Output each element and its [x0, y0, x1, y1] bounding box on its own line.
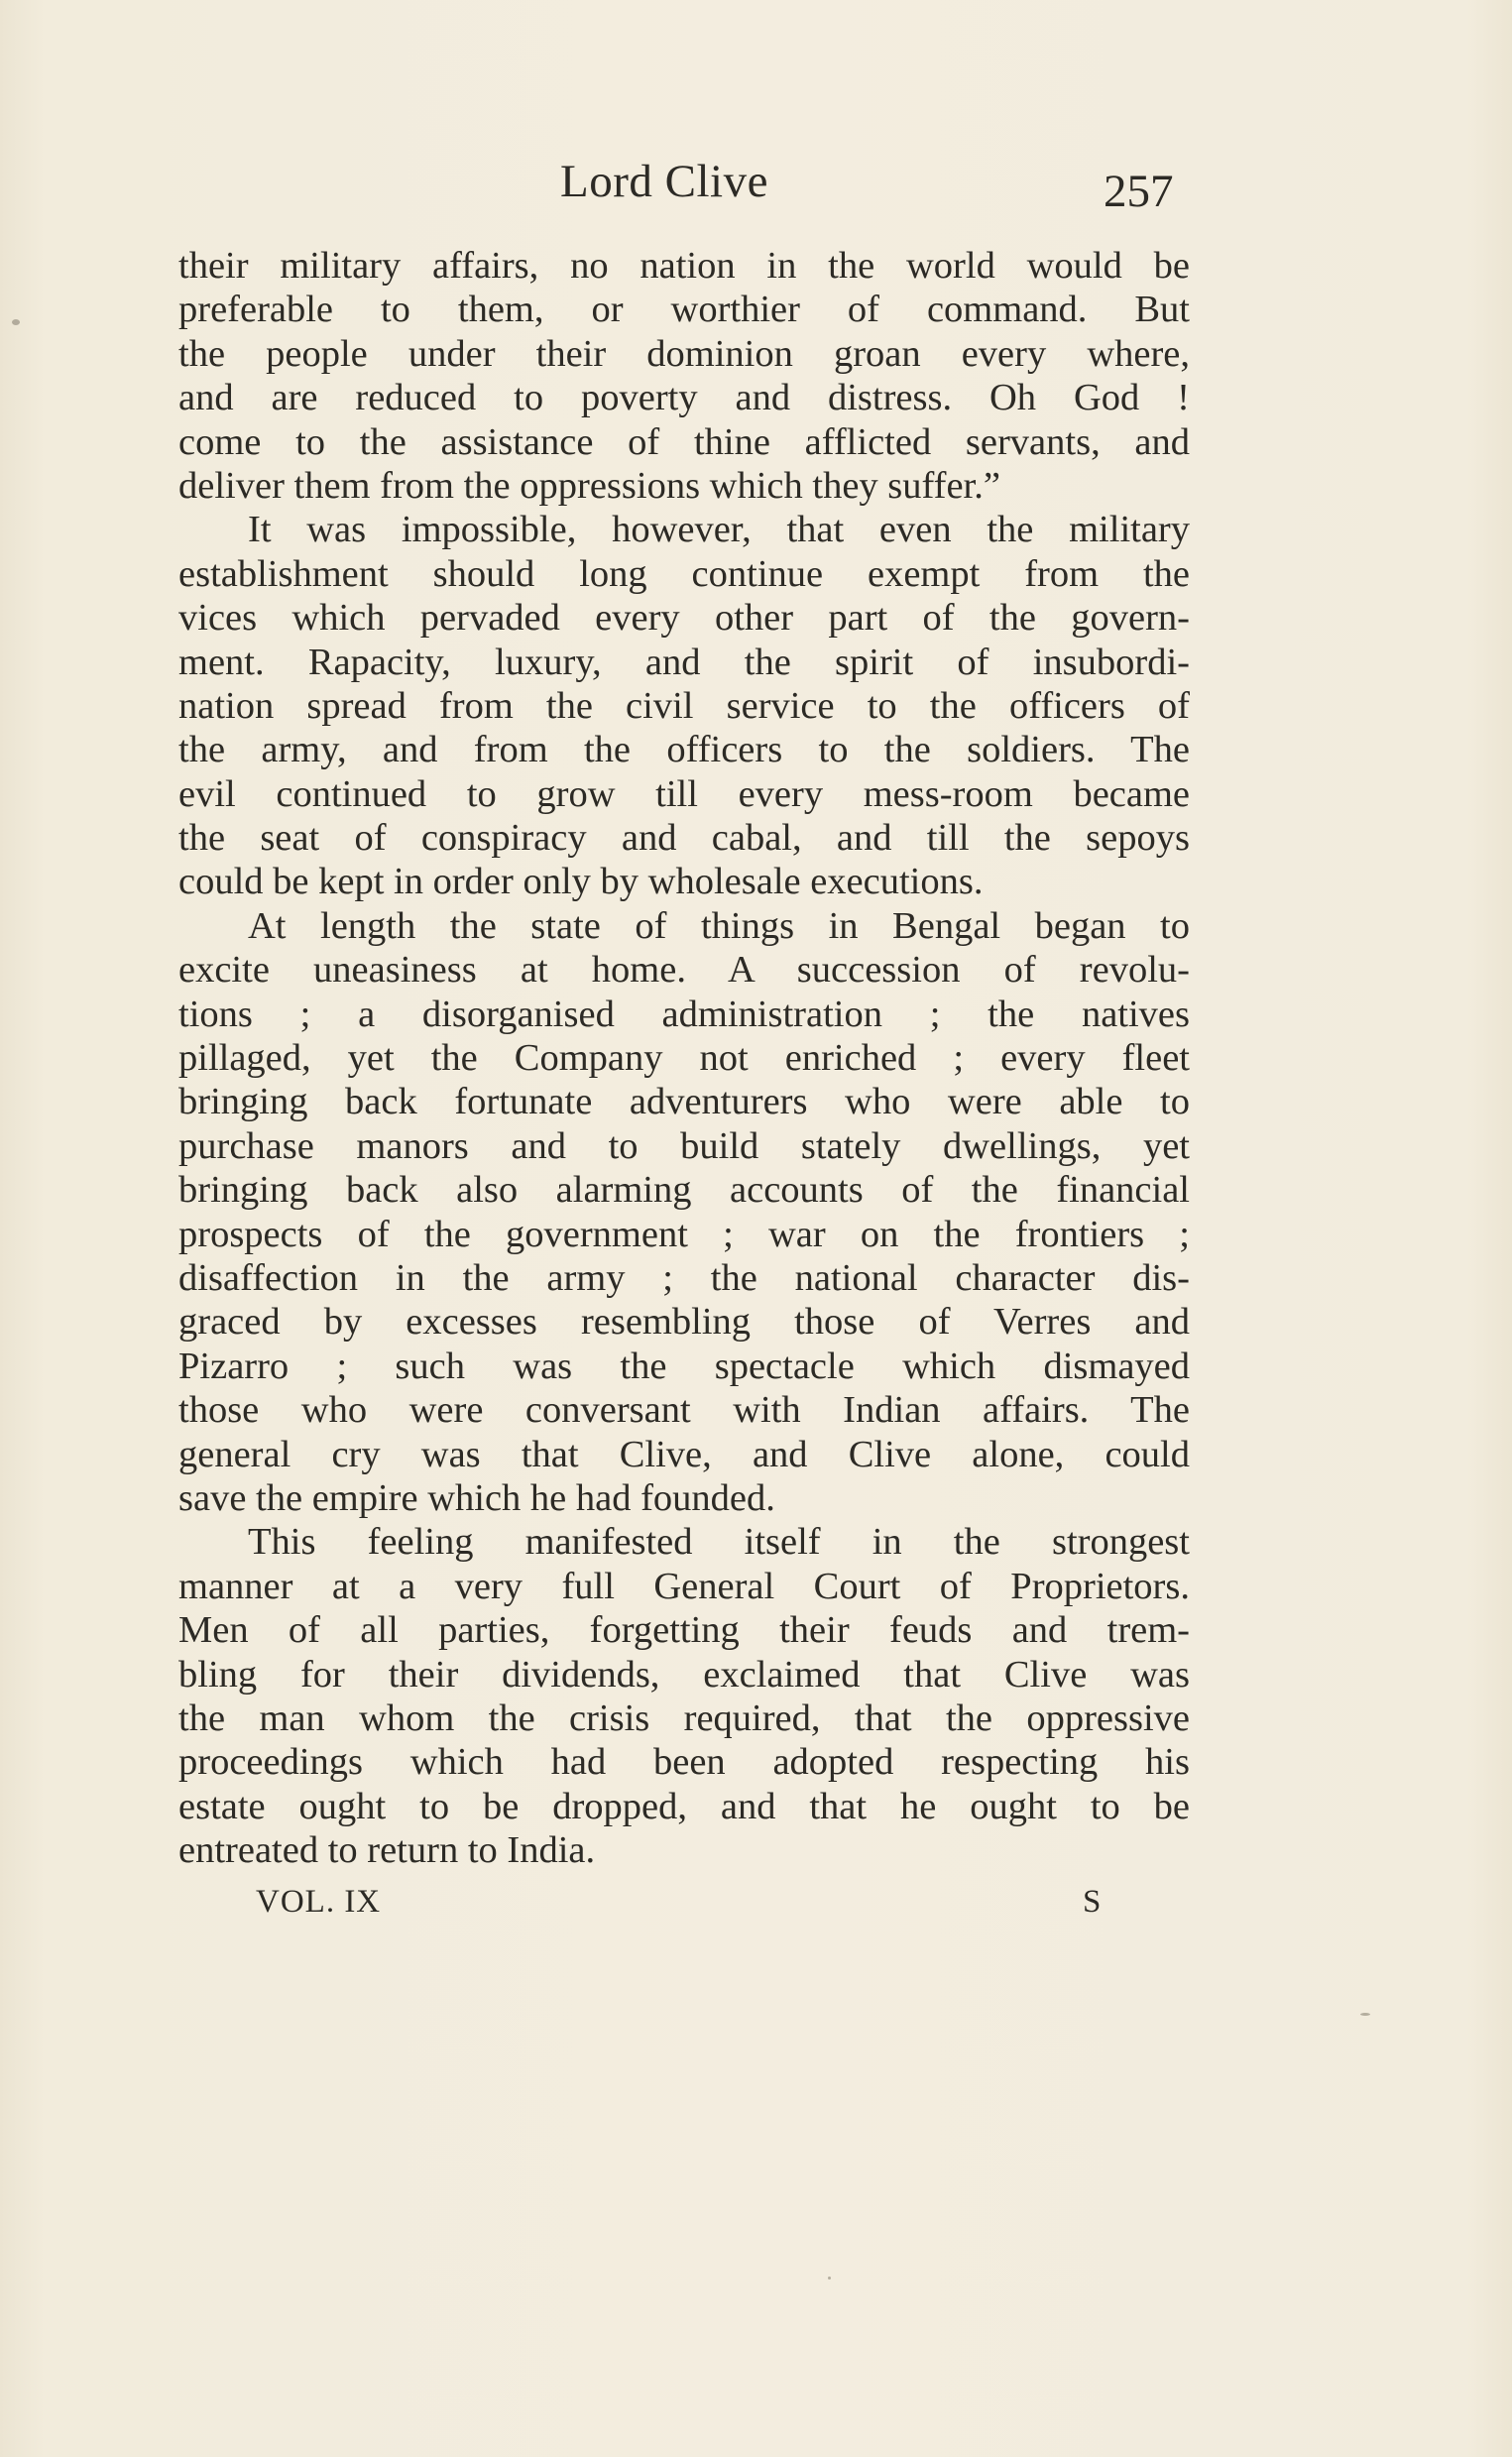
paragraph: [178, 244, 1190, 508]
volume-label: VOL. IX: [256, 1884, 382, 1920]
text-line: the people under their dominion groan every where,: [178, 332, 1190, 375]
text-line: could be kept in order only by wholesale executions.: [178, 861, 984, 903]
text-line: the seat of conspiracy and cabal, and till the sepoys: [178, 817, 1190, 860]
signature-mark: S: [1083, 1884, 1102, 1920]
text-line: It was impossible, however, that even the military: [248, 509, 1190, 551]
text-line: the army, and from the officers to the soldiers. The: [178, 729, 1190, 771]
text-line: bringing back fortunate adventurers who were able to: [178, 1081, 1190, 1123]
text-line: proceedings which had been adopted respecting his: [178, 1741, 1190, 1784]
text-line: deliver them from the oppressions which they suffer.”: [178, 464, 1000, 507]
text-line: and are reduced to poverty and distress. Oh God !: [178, 377, 1190, 419]
text-line: bringing back also alarming accounts of the financial: [178, 1169, 1190, 1212]
paragraph: [178, 508, 1190, 904]
text-line: Pizarro ; such was the spectacle which dismayed: [178, 1345, 1190, 1387]
text-line: This feeling manifested itself in the strongest: [248, 1521, 1190, 1564]
page-number: 257: [1104, 166, 1174, 217]
text-line: evil continued to grow till every mess-room became: [178, 772, 1190, 815]
paper-speck-icon: [12, 319, 20, 325]
text-line: prospects of the government ; war on the frontiers ;: [178, 1213, 1190, 1255]
text-line: bling for their dividends, exclaimed that Clive was: [178, 1653, 1190, 1696]
text-line: save the empire which he had founded.: [178, 1476, 775, 1519]
text-line: preferable to them, or worthier of command. But: [178, 289, 1190, 331]
text-line: pillaged, yet the Company not enriched ; every fleet: [178, 1037, 1190, 1080]
paragraph: [178, 904, 1190, 1520]
running-head-title: Lord Clive: [560, 156, 768, 207]
text-line: Men of all parties, forgetting their feuds and trem-: [178, 1609, 1190, 1652]
text-line: come to the assistance of thine afflicted servants, and: [178, 420, 1190, 463]
text-line: disaffection in the army ; the national character dis-: [178, 1256, 1190, 1299]
paragraph: [178, 1520, 1190, 1872]
paper-speck-icon: [1360, 2013, 1370, 2016]
text-line: manner at a very full General Court of Proprietors.: [178, 1565, 1190, 1607]
text-line: ment. Rapacity, luxury, and the spirit of insubordi-: [178, 641, 1190, 683]
text-line: those who were conversant with Indian affairs. The: [178, 1389, 1190, 1432]
text-line: graced by excesses resembling those of Verres and: [178, 1301, 1190, 1344]
text-line: purchase manors and to build stately dwellings, yet: [178, 1124, 1190, 1167]
text-line: the man whom the crisis required, that the oppressive: [178, 1696, 1190, 1739]
text-line: tions ; a disorganised administration ; the natives: [178, 993, 1190, 1035]
text-line: their military affairs, no nation in the world would be: [178, 245, 1190, 287]
text-line: establishment should long continue exempt from the: [178, 552, 1190, 595]
running-head: [0, 149, 1512, 218]
body-text: [178, 244, 1190, 1872]
text-line: estate ought to be dropped, and that he ought to be: [178, 1785, 1190, 1827]
text-line: excite uneasiness at home. A succession of revolu-: [178, 949, 1190, 992]
paper-speck-icon: [828, 2277, 831, 2280]
text-line: nation spread from the civil service to the officers of: [178, 684, 1190, 727]
page-footer: [0, 1884, 1512, 1933]
text-line: general cry was that Clive, and Clive alone, could: [178, 1433, 1190, 1475]
text-line: At length the state of things in Bengal began to: [248, 904, 1190, 947]
text-line: entreated to return to India.: [178, 1829, 596, 1872]
text-line: vices which pervaded every other part of the govern-: [178, 597, 1190, 640]
